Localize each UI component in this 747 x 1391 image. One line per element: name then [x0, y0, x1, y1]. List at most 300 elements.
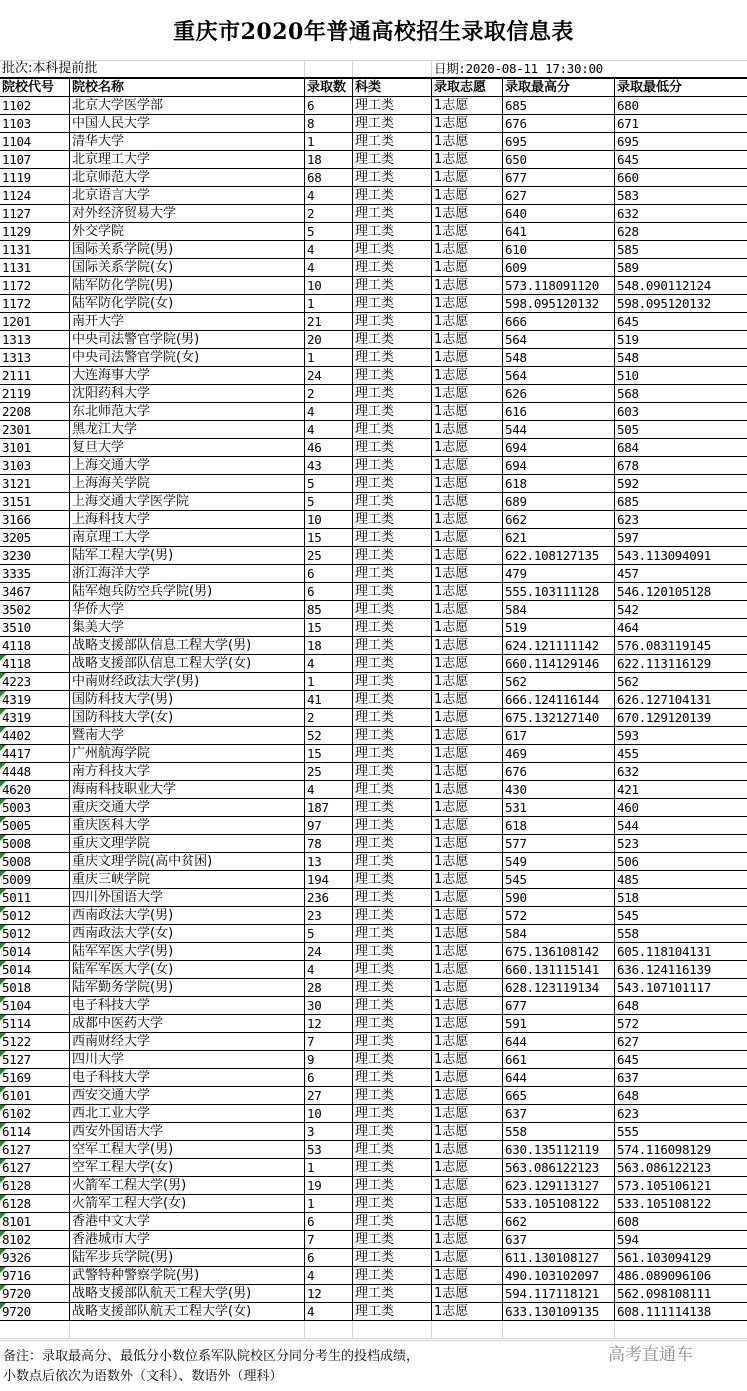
cell-admitted-count: 6 — [305, 565, 353, 582]
cell-max-score: 633.130109135 — [503, 1303, 615, 1320]
cell-school-name: 复旦大学 — [70, 439, 305, 456]
cell-school-code: 8101 — [0, 1213, 70, 1230]
cell-max-score: 490.103102097 — [503, 1267, 615, 1284]
cell-subject-category: 理工类 — [353, 907, 432, 924]
cell-admitted-count: 53 — [305, 1141, 353, 1158]
cell-school-name: 重庆医科大学 — [70, 817, 305, 834]
cell-school-name: 华侨大学 — [70, 601, 305, 618]
table-row — [0, 547, 747, 565]
cell-admission-choice: 1志愿 — [432, 223, 503, 240]
cell-subject-category: 理工类 — [353, 1033, 432, 1050]
cell-subject-category: 理工类 — [353, 403, 432, 420]
cell-min-score: 562 — [617, 674, 639, 689]
cell-min-score: 561.103094129 — [617, 1250, 711, 1265]
cell-school-name: 重庆三峡学院 — [70, 871, 305, 888]
cell-admitted-count: 6 — [305, 1249, 353, 1266]
cell-admitted-count: 4 — [305, 421, 353, 438]
cell-max-score: 584 — [503, 925, 615, 942]
cell-max-score: 660.131115141 — [503, 961, 615, 978]
cell-min-score: 523 — [617, 836, 639, 851]
cell-admission-choice: 1志愿 — [432, 997, 503, 1014]
table-row — [0, 907, 747, 925]
empty-cell — [305, 60, 353, 77]
cell-school-name: 陆军防化学院(男) — [70, 277, 305, 294]
cell-subject-category: 理工类 — [353, 691, 432, 708]
cell-subject-category: 理工类 — [353, 655, 432, 672]
cell-min-score: 623 — [617, 1106, 639, 1121]
cell-admitted-count: 187 — [305, 799, 353, 816]
header-subject-category: 科类 — [353, 79, 432, 96]
cell-school-code: 1107 — [0, 151, 70, 168]
cell-school-code: 3103 — [0, 457, 70, 474]
cell-school-name: 四川大学 — [70, 1051, 305, 1068]
cell-school-code: 5127 — [0, 1051, 70, 1068]
table-row — [0, 997, 747, 1015]
table-row — [0, 1159, 747, 1177]
cell-max-score: 637 — [503, 1231, 615, 1248]
table-row — [0, 1033, 747, 1051]
cell-max-score: 469 — [503, 745, 615, 762]
table-row — [0, 655, 747, 673]
cell-admitted-count: 1 — [305, 349, 353, 366]
cell-max-score: 610 — [503, 241, 615, 258]
cell-admission-choice: 1志愿 — [432, 529, 503, 546]
table-row — [0, 277, 747, 295]
cell-min-score: 563.086122123 — [617, 1160, 711, 1175]
table-row — [0, 817, 747, 835]
cell-admission-choice: 1志愿 — [432, 727, 503, 744]
cell-admitted-count: 236 — [305, 889, 353, 906]
cell-subject-category: 理工类 — [353, 205, 432, 222]
cell-max-score: 616 — [503, 403, 615, 420]
cell-min-score: 605.118104131 — [617, 944, 711, 959]
cell-subject-category: 理工类 — [353, 565, 432, 582]
table-row — [0, 1195, 747, 1213]
cell-admission-choice: 1志愿 — [432, 313, 503, 330]
table-row — [0, 925, 747, 943]
table-row — [0, 205, 747, 223]
cell-school-name: 陆军防化学院(女) — [70, 295, 305, 312]
cell-school-name: 大连海事大学 — [70, 367, 305, 384]
cell-min-score: 583 — [617, 188, 639, 203]
cell-school-name: 成都中医药大学 — [70, 1015, 305, 1032]
cell-min-score: 636.124116139 — [617, 962, 711, 977]
cell-admitted-count: 23 — [305, 907, 353, 924]
cell-admitted-count: 1 — [305, 295, 353, 312]
cell-min-score: 645 — [617, 152, 639, 167]
cell-subject-category: 理工类 — [353, 475, 432, 492]
cell-admitted-count: 19 — [305, 1177, 353, 1194]
cell-admitted-count: 4 — [305, 781, 353, 798]
cell-subject-category: 理工类 — [353, 637, 432, 654]
cell-max-score: 644 — [503, 1033, 615, 1050]
cell-min-score: 632 — [617, 764, 639, 779]
cell-school-code: 5009 — [0, 871, 70, 888]
cell-school-name: 集美大学 — [70, 619, 305, 636]
cell-min-score: 608 — [617, 1214, 639, 1229]
cell-admission-choice: 1志愿 — [432, 205, 503, 222]
cell-school-name: 北京语言大学 — [70, 187, 305, 204]
cell-admission-choice: 1志愿 — [432, 817, 503, 834]
cell-admitted-count: 43 — [305, 457, 353, 474]
cell-admission-choice: 1志愿 — [432, 709, 503, 726]
cell-subject-category: 理工类 — [353, 187, 432, 204]
cell-min-score: 545 — [617, 908, 639, 923]
cell-subject-category: 理工类 — [353, 763, 432, 780]
cell-min-score: 519 — [617, 332, 639, 347]
cell-max-score: 650 — [503, 151, 615, 168]
cell-min-score: 421 — [617, 782, 639, 797]
cell-school-code: 9716 — [0, 1267, 70, 1284]
table-row — [0, 295, 747, 313]
cell-admitted-count: 4 — [305, 403, 353, 420]
table-row — [0, 565, 747, 583]
cell-subject-category: 理工类 — [353, 439, 432, 456]
table-row — [0, 1123, 747, 1141]
cell-subject-category: 理工类 — [353, 1177, 432, 1194]
cell-school-name: 西南政法大学(男) — [70, 907, 305, 924]
cell-admission-choice: 1志愿 — [432, 1141, 503, 1158]
cell-school-name: 战略支援部队航天工程大学(男) — [70, 1285, 305, 1302]
cell-school-code: 2208 — [0, 403, 70, 420]
cell-max-score: 675.136108142 — [503, 943, 615, 960]
cell-school-code: 3205 — [0, 529, 70, 546]
cell-school-name: 西南财经大学 — [70, 1033, 305, 1050]
cell-school-name: 东北师范大学 — [70, 403, 305, 420]
cell-max-score: 519 — [503, 619, 615, 636]
header-admitted-count: 录取数 — [305, 79, 353, 96]
cell-admitted-count: 97 — [305, 817, 353, 834]
cell-subject-category: 理工类 — [353, 97, 432, 114]
cell-max-score: 594.117118121 — [503, 1285, 615, 1302]
cell-subject-category: 理工类 — [353, 529, 432, 546]
cell-school-name: 中央司法警官学院(女) — [70, 349, 305, 366]
cell-school-code: 1131 — [0, 259, 70, 276]
cell-admission-choice: 1志愿 — [432, 979, 503, 996]
cell-max-score: 591 — [503, 1015, 615, 1032]
cell-admitted-count: 41 — [305, 691, 353, 708]
cell-school-code: 5018 — [0, 979, 70, 996]
cell-school-code: 1104 — [0, 133, 70, 150]
cell-admission-choice: 1志愿 — [432, 367, 503, 384]
cell-min-score: 576.083119145 — [617, 638, 711, 653]
cell-min-score: 543.107101117 — [617, 980, 711, 995]
cell-max-score: 430 — [503, 781, 615, 798]
cell-admitted-count: 6 — [305, 583, 353, 600]
cell-school-code: 5122 — [0, 1033, 70, 1050]
cell-subject-category: 理工类 — [353, 223, 432, 240]
cell-max-score: 641 — [503, 223, 615, 240]
table-row — [0, 187, 747, 205]
cell-admission-choice: 1志愿 — [432, 1159, 503, 1176]
cell-max-score: 644 — [503, 1069, 615, 1086]
cell-min-score: 562.098108111 — [617, 1286, 711, 1301]
cell-admitted-count: 1 — [305, 1195, 353, 1212]
cell-subject-category: 理工类 — [353, 241, 432, 258]
cell-max-score: 564 — [503, 331, 615, 348]
table-row — [0, 709, 747, 727]
cell-school-code: 1102 — [0, 97, 70, 114]
cell-admission-choice: 1志愿 — [432, 763, 503, 780]
cell-school-code: 3230 — [0, 547, 70, 564]
cell-max-score: 611.130108127 — [503, 1249, 615, 1266]
cell-school-code: 1172 — [0, 277, 70, 294]
cell-min-score: 485 — [617, 872, 639, 887]
cell-max-score: 549 — [503, 853, 615, 870]
cell-admitted-count: 10 — [305, 511, 353, 528]
cell-school-name: 对外经济贸易大学 — [70, 205, 305, 222]
cell-admission-choice: 1志愿 — [432, 583, 503, 600]
cell-subject-category: 理工类 — [353, 1249, 432, 1266]
cell-max-score: 479 — [503, 565, 615, 582]
cell-subject-category: 理工类 — [353, 601, 432, 618]
footnote-line-2: 小数点后依次为语数外（文科）、数语外（理科） — [3, 1369, 283, 1384]
cell-admission-choice: 1志愿 — [432, 421, 503, 438]
cell-admission-choice: 1志愿 — [432, 493, 503, 510]
cell-admitted-count: 4 — [305, 961, 353, 978]
cell-min-score: 505 — [617, 422, 639, 437]
cell-subject-category: 理工类 — [353, 331, 432, 348]
cell-subject-category: 理工类 — [353, 1087, 432, 1104]
cell-school-name: 中南财经政法大学(男) — [70, 673, 305, 690]
cell-subject-category: 理工类 — [353, 367, 432, 384]
table-row — [0, 349, 747, 367]
cell-min-score: 627 — [617, 1034, 639, 1049]
table-row — [0, 511, 747, 529]
cell-admission-choice: 1志愿 — [432, 511, 503, 528]
cell-school-code: 3151 — [0, 493, 70, 510]
cell-admission-choice: 1志愿 — [432, 169, 503, 186]
cell-school-name: 中央司法警官学院(男) — [70, 331, 305, 348]
cell-school-code: 1127 — [0, 205, 70, 222]
cell-admitted-count: 30 — [305, 997, 353, 1014]
cell-admitted-count: 8 — [305, 115, 353, 132]
cell-school-code: 5008 — [0, 853, 70, 870]
cell-school-name: 西北工业大学 — [70, 1105, 305, 1122]
cell-max-score: 572 — [503, 907, 615, 924]
cell-school-code: 5011 — [0, 889, 70, 906]
cell-admission-choice: 1志愿 — [432, 457, 503, 474]
cell-min-score: 558 — [617, 926, 639, 941]
cell-school-code: 8102 — [0, 1231, 70, 1248]
cell-max-score: 666.124116144 — [503, 691, 615, 708]
cell-school-code: 1313 — [0, 349, 70, 366]
cell-max-score: 618 — [503, 817, 615, 834]
cell-admitted-count: 68 — [305, 169, 353, 186]
cell-school-code: 6128 — [0, 1195, 70, 1212]
cell-admitted-count: 4 — [305, 1267, 353, 1284]
cell-min-score: 632 — [617, 206, 639, 221]
table-row — [0, 835, 747, 853]
cell-min-score: 671 — [617, 116, 639, 131]
cell-min-score: 603 — [617, 404, 639, 419]
cell-school-name: 重庆交通大学 — [70, 799, 305, 816]
cell-min-score: 573.105106121 — [617, 1178, 711, 1193]
table-row — [0, 331, 747, 349]
cell-min-score: 574.116098129 — [617, 1142, 711, 1157]
cell-school-code: 3467 — [0, 583, 70, 600]
cell-max-score: 685 — [503, 97, 615, 114]
cell-school-code: 2301 — [0, 421, 70, 438]
cell-subject-category: 理工类 — [353, 259, 432, 276]
table-row — [0, 979, 747, 997]
cell-school-code: 9326 — [0, 1249, 70, 1266]
cell-admission-choice: 1志愿 — [432, 133, 503, 150]
table-row — [0, 1249, 747, 1267]
cell-admission-choice: 1志愿 — [432, 601, 503, 618]
cell-school-name: 上海海关学院 — [70, 475, 305, 492]
cell-school-code: 1313 — [0, 331, 70, 348]
cell-school-code: 6114 — [0, 1123, 70, 1140]
table-row — [0, 1069, 747, 1087]
cell-min-score: 645 — [617, 314, 639, 329]
cell-max-score: 662 — [503, 511, 615, 528]
cell-min-score: 597 — [617, 530, 639, 545]
cell-school-name: 南京理工大学 — [70, 529, 305, 546]
cell-subject-category: 理工类 — [353, 709, 432, 726]
cell-admitted-count: 78 — [305, 835, 353, 852]
cell-school-code: 1131 — [0, 241, 70, 258]
table-row — [0, 313, 747, 331]
cell-subject-category: 理工类 — [353, 115, 432, 132]
cell-school-code: 3121 — [0, 475, 70, 492]
cell-subject-category: 理工类 — [353, 313, 432, 330]
table-row — [0, 583, 747, 601]
cell-max-score: 640 — [503, 205, 615, 222]
cell-school-name: 国际关系学院(男) — [70, 241, 305, 258]
cell-subject-category: 理工类 — [353, 997, 432, 1014]
cell-school-name: 北京师范大学 — [70, 169, 305, 186]
table-body — [0, 97, 747, 1321]
cell-school-code: 4118 — [0, 655, 70, 672]
cell-max-score: 545 — [503, 871, 615, 888]
cell-min-score: 648 — [617, 998, 639, 1013]
cell-min-score: 555 — [617, 1124, 639, 1139]
table-row — [0, 259, 747, 277]
table-header — [0, 79, 747, 97]
table-row — [0, 403, 747, 421]
table-row — [0, 1051, 747, 1069]
cell-school-code: 5012 — [0, 925, 70, 942]
cell-admission-choice: 1志愿 — [432, 745, 503, 762]
cell-admitted-count: 4 — [305, 1303, 353, 1320]
table-row — [0, 637, 747, 655]
cell-admission-choice: 1志愿 — [432, 925, 503, 942]
table-row — [0, 745, 747, 763]
cell-school-code: 5005 — [0, 817, 70, 834]
cell-admission-choice: 1志愿 — [432, 1177, 503, 1194]
cell-school-code: 3510 — [0, 619, 70, 636]
cell-school-name: 火箭军工程大学(男) — [70, 1177, 305, 1194]
cell-school-name: 广州航海学院 — [70, 745, 305, 762]
cell-admitted-count: 6 — [305, 1213, 353, 1230]
cell-school-code: 6102 — [0, 1105, 70, 1122]
table-row — [0, 457, 747, 475]
table-row — [0, 1141, 747, 1159]
table-row — [0, 691, 747, 709]
cell-min-score: 678 — [617, 458, 639, 473]
cell-admission-choice: 1志愿 — [432, 1123, 503, 1140]
empty-row — [0, 1321, 747, 1339]
cell-school-code: 3502 — [0, 601, 70, 618]
cell-school-code: 3335 — [0, 565, 70, 582]
cell-admitted-count: 5 — [305, 925, 353, 942]
cell-admitted-count: 12 — [305, 1285, 353, 1302]
cell-max-score: 630.135112119 — [503, 1141, 615, 1158]
cell-subject-category: 理工类 — [353, 961, 432, 978]
table-row — [0, 169, 747, 187]
cell-admission-choice: 1志愿 — [432, 439, 503, 456]
cell-admitted-count: 6 — [305, 1069, 353, 1086]
cell-admission-choice: 1志愿 — [432, 619, 503, 636]
cell-admission-choice: 1志愿 — [432, 331, 503, 348]
cell-admission-choice: 1志愿 — [432, 799, 503, 816]
header-max-score: 录取最高分 — [503, 79, 615, 96]
footnote-line-1: 备注：录取最高分、最低分小数位系军队院校区分同分考生的投档成绩， — [3, 1349, 420, 1364]
table-row — [0, 385, 747, 403]
cell-subject-category: 理工类 — [353, 169, 432, 186]
cell-admission-choice: 1志愿 — [432, 1015, 503, 1032]
cell-school-code: 4223 — [0, 673, 70, 690]
cell-admitted-count: 46 — [305, 439, 353, 456]
cell-school-code: 1129 — [0, 223, 70, 240]
cell-max-score: 622.108127135 — [503, 547, 615, 564]
cell-max-score: 627 — [503, 187, 615, 204]
cell-subject-category: 理工类 — [353, 889, 432, 906]
table-row — [0, 1087, 747, 1105]
cell-subject-category: 理工类 — [353, 727, 432, 744]
cell-max-score: 531 — [503, 799, 615, 816]
table-row — [0, 241, 747, 259]
cell-max-score: 623.129113127 — [503, 1177, 615, 1194]
cell-school-code: 1103 — [0, 115, 70, 132]
cell-admitted-count: 27 — [305, 1087, 353, 1104]
cell-admission-choice: 1志愿 — [432, 295, 503, 312]
cell-school-code: 2119 — [0, 385, 70, 402]
cell-max-score: 590 — [503, 889, 615, 906]
cell-subject-category: 理工类 — [353, 1123, 432, 1140]
cell-school-name: 西安交通大学 — [70, 1087, 305, 1104]
cell-min-score: 593 — [617, 728, 639, 743]
cell-admitted-count: 4 — [305, 241, 353, 258]
cell-admitted-count: 15 — [305, 529, 353, 546]
table-row — [0, 1267, 747, 1285]
cell-subject-category: 理工类 — [353, 1285, 432, 1302]
cell-subject-category: 理工类 — [353, 133, 432, 150]
cell-subject-category: 理工类 — [353, 511, 432, 528]
cell-school-name: 陆军工程大学(男) — [70, 547, 305, 564]
cell-admitted-count: 1 — [305, 673, 353, 690]
cell-admission-choice: 1志愿 — [432, 1069, 503, 1086]
table-row — [0, 475, 747, 493]
cell-admission-choice: 1志愿 — [432, 655, 503, 672]
cell-min-score: 628 — [617, 224, 639, 239]
cell-min-score: 543.113094091 — [617, 548, 711, 563]
cell-max-score: 621 — [503, 529, 615, 546]
table-row — [0, 727, 747, 745]
table-row — [0, 1213, 747, 1231]
cell-min-score: 464 — [617, 620, 639, 635]
watermark: 高考直通车 — [608, 1345, 693, 1365]
cell-school-name: 西安外国语大学 — [70, 1123, 305, 1140]
cell-school-name: 战略支援部队信息工程大学(女) — [70, 655, 305, 672]
cell-school-name: 黑龙江大学 — [70, 421, 305, 438]
table-row — [0, 763, 747, 781]
cell-school-name: 南方科技大学 — [70, 763, 305, 780]
cell-min-score: 594 — [617, 1232, 639, 1247]
table-row — [0, 151, 747, 169]
cell-school-name: 北京理工大学 — [70, 151, 305, 168]
